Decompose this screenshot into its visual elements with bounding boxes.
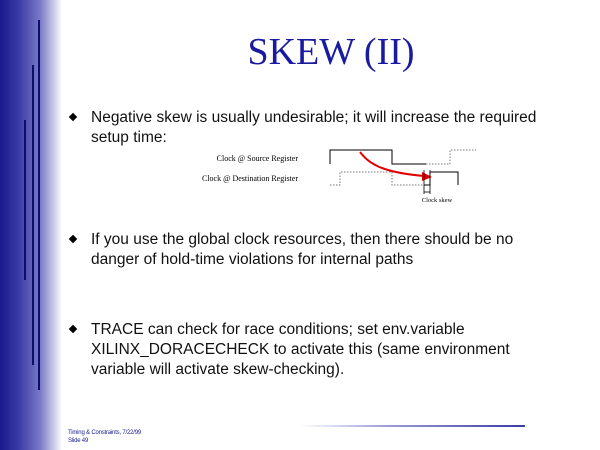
left-decorative-band xyxy=(0,0,62,450)
footer-slide-number: Slide 49 xyxy=(68,438,89,444)
bullet-item xyxy=(70,320,540,380)
source-clock-waveform xyxy=(330,150,426,164)
footer-caption: Timing & Constraints, 7/22/99 xyxy=(68,430,142,436)
band-stripe xyxy=(24,120,26,280)
bullet-diamond-icon xyxy=(69,325,77,333)
source-clock-dotted xyxy=(426,150,476,164)
bullet-text: Negative skew is usually undesirable; it will increase the required setup time: xyxy=(91,109,537,146)
band-stripe xyxy=(32,65,34,365)
bullet-text: If you use the global clock resources, then there should be no danger of hold-time violations for internal paths xyxy=(91,231,514,268)
destination-clock-label: Clock @ Destination Register xyxy=(201,174,298,183)
clock-skew-diagram xyxy=(180,140,480,210)
bullet-text: TRACE can check for race conditions; set env.variable XILINX_DORACECHECK to activate this (same environment variable will activate skew-checking). xyxy=(91,321,510,378)
bullet-diamond-icon xyxy=(69,235,77,243)
band-stripe xyxy=(38,20,40,390)
source-clock-label: Clock @ Source Register xyxy=(216,154,298,163)
clock-skew-label: Clock skew xyxy=(421,197,453,204)
footer-rule xyxy=(300,425,525,427)
slide-title: SKEW (II) xyxy=(247,31,415,73)
bullet-diamond-icon xyxy=(69,113,77,121)
bullet-item xyxy=(70,230,540,270)
destination-clock-waveform xyxy=(424,172,458,185)
